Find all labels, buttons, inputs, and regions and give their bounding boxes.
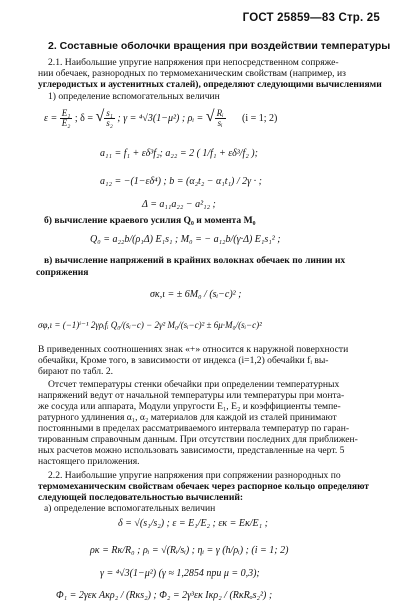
item-b: б) вычисление краевого усилия Q₀ и момента M₀: [44, 215, 256, 226]
epsilon-frac: $\frac{\text{E₁}}{\text{E₂}}$: [61, 108, 71, 129]
note-line3: бирают по табл. 2.: [38, 366, 114, 377]
p21-line1: 2.1. Наибольшие упругие напряжения при непосредственном сопряже-: [48, 57, 339, 68]
p22-line1: 2.2. Наибольшие упругие напряжения при сопряжении разнородных по: [48, 470, 341, 481]
item-c-line2: сопряжения: [36, 267, 89, 278]
delta-frac: $\frac{\text{s₁}}{\text{s₂}}$: [106, 108, 113, 129]
formula-phi: Φ₁ = 2γεκ Aκρ₂ / (Rκs₂) ; Φ₂ = 2γ³εκ Iκρ₂ / (RκRₒs₂²) ;: [56, 590, 273, 601]
p22-line2: термомеханическим свойствам обечаек через распорное кольцо определяют: [38, 481, 369, 492]
formula-rho-eta: ρκ = Rκ/R₀ ; ρᵢ = √(Rᵢ/sᵢ) ; ηᵢ = γ (h/ρᵢ) ; (i = 1; 2): [90, 545, 289, 556]
p22-item-a: а) определение вспомогательных величин: [44, 503, 216, 514]
para2-line2: напряжений ведут от начальной температуры или температуры при монта-: [38, 390, 345, 401]
para2-line7: ных расчетов можно использовать зависимости, представленные на черт. 5: [38, 445, 345, 456]
para2-line8: настоящего приложения.: [38, 456, 140, 467]
formula-sigma-phi: σφ,ι = (−1)ⁱ⁻¹ 2γρᵢfᵢ Q₀/(sᵢ−c) − 2γ² M₀/(sᵢ−c)² ± 6μ·M₀/(sᵢ−c)²: [38, 320, 262, 330]
note-line2: обечайки, Кроме того, в зависимости от индекса (i=1,2) обечайки fᵢ вы-: [38, 355, 329, 366]
p21-item1: 1) определение вспомогательных величин: [48, 91, 220, 102]
note-line1: В приведенных соотношениях знак «+» относится к наружной поверхности: [38, 344, 349, 355]
para2-line3: же сосуда или аппарата, Модули упругости E₁, E₂ и коэффициенты темпе-: [38, 401, 341, 412]
formula-a12-b: a₁₂ = −(1−εδ⁴) ; b = (α₂t₂ − α₁t₁) / 2γ · ;: [100, 176, 262, 187]
formula-sigma-k: σκ,ι = ± 6M₀ / (sᵢ−c)² ;: [150, 289, 242, 300]
para2-line1: Отсчет температуры стенки обечайки при определении температурных: [48, 379, 340, 390]
p21-line3: углеродистых и аустенитных сталей), определяют следующими вычислениями: [38, 79, 382, 90]
section-title: 2. Составные оболочки вращения при воздействии температуры: [48, 40, 391, 52]
para2-line5: постоянными в пределах рассматриваемого интервала температур по гаран-: [38, 423, 350, 434]
formula-a11-a22: a₁₁ = f₁ + εδ³f₂; a₂₂ = 2 ( 1/f₁ + εδ³/f₂ );: [100, 148, 258, 159]
p22-line3: следующей последовательностью вычислений:: [38, 492, 244, 503]
para2-line4: ратурного удлинения α₁, α₂ материалов для каждой из сталей принимают: [38, 412, 337, 423]
item-c-line1: в) вычисление напряжений в крайних волокнах обечаек по линии их: [44, 255, 346, 266]
page-header: ГОСТ 25859—83 Стр. 25: [242, 12, 380, 24]
p21-line2: нии обечаек, разнородных по термомеханическим свойствам (например, из: [38, 68, 346, 79]
formula-aux-1: ε = $\frac{\text{E₁}}{\text{E₂}}$ ; δ = √ $\frac{\text{s₁}}{\text{s₂}}$ ; γ = ⁴√3(1−μ²) ; ρᵢ = √ $\frac{\text{Rᵢ}}{\text{sᵢ}}$ (i = 1; 2): [44, 108, 278, 129]
formula-delta: Δ = a₁₁a₂₂ − a²₁₂ ;: [142, 199, 216, 210]
rho-frac: $\frac{\text{Rᵢ}}{\text{sᵢ}}$: [216, 108, 224, 129]
formula-aux-2: δ = √(s₁/s₂) ; ε = E₁/E₂ ; εκ = Eκ/E₁ ;: [118, 518, 268, 529]
para2-line6: тированным справочным данным. При отсутствии последних для приближен-: [38, 434, 358, 445]
epsilon-lhs: ε =: [44, 113, 58, 124]
formula-gamma: γ = ⁴√3(1−μ²) (γ ≈ 1,2854 при μ = 0,3);: [100, 568, 260, 579]
formula-q0-m0: Q₀ = a₂₂b/(ρ₁Δ) E₁s₁ ; M₀ = − a₁₂b/(γ·Δ) E₁s₁² ;: [90, 234, 281, 245]
